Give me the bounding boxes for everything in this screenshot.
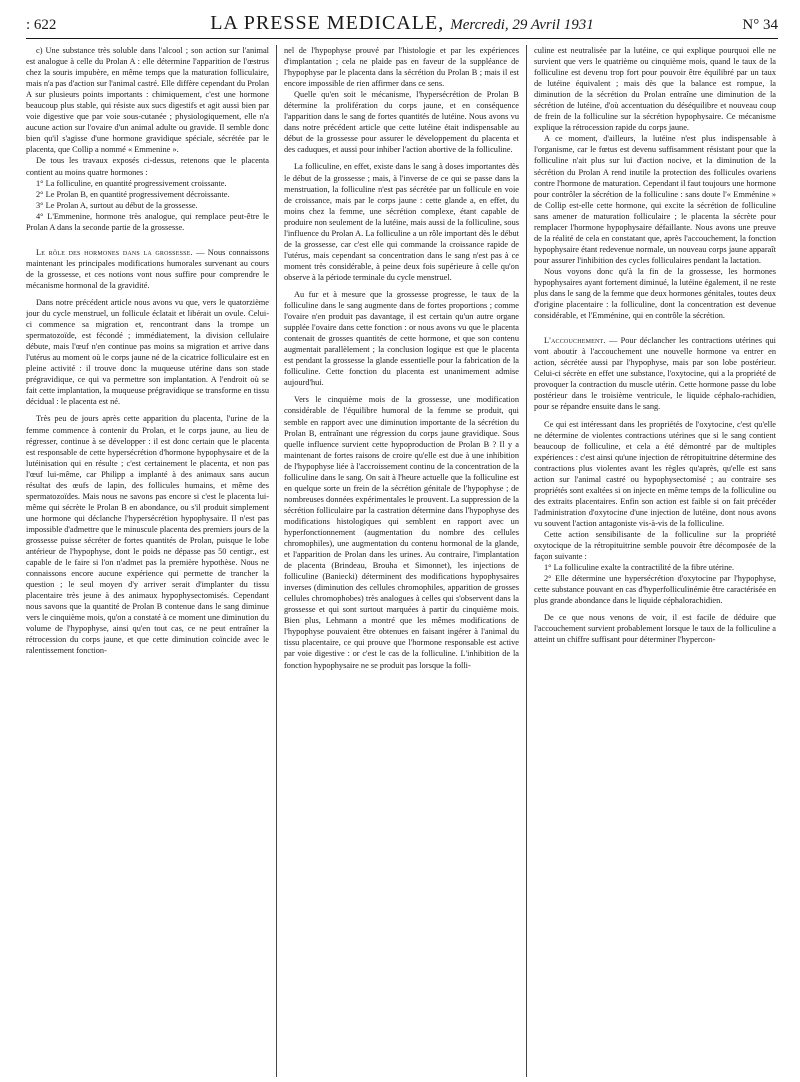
paragraph: La folliculine, en effet, existe dans le sang à doses importantes dès le début de la grossesse ; mais, à l'inverse de ce qui se passe dans la menstruation, la folliculine n'est pas sécrétée par un follicule en voie de croissance, mais par le corps jaune : cette glande a, en effet, du moins chez la femme, une sécrétion complexe, étant capable de produire non seulement de la lutéine, mais aussi de la folliculine, sous l'influence du Prolan A. La folliculine a un rôle important dès le début de la grossesse, car c'est elle qui commande la croissance rapide de l'utérus, mais cependant sa concentration dans le sang n'est pas à ce moment très considérable, à peine deux fois supérieure à celle qu'on observe à la période terminale du cycle menstruel.: [284, 162, 519, 282]
masthead: [96, 12, 708, 35]
paragraph: Très peu de jours après cette apparition du placenta, l'urine de la femme commence à contenir du Prolan, et le corps jaune, au lieu de régresser, continue à se développer : il est donc certain que le placenta est responsable de cette hypersécrétion d'hormone hypophysaire et de la lutéinisation qui en résulte ; c'est certainement le placenta, et non pas l'œuf lui-même, car Philipp a implanté à des animaux sans aucun résultat des œufs de lapin, des follicules humains, et même des spermatozoïdes. Mais nous ne savons pas encore si c'est le placenta lui-même qui sécrète le Prolan B en abondance, ou s'il produit simplement une hormone qui déclanche l'hypersécrétion hypophysaire. Il n'est pas impossible d'admettre que le minuscule placenta des premiers jours de la grossesse puisse sécréter de fortes quantités de Prolan, puisque le lobe antérieur de l'hypophyse, dont le poids ne dépasse pas 50 centigr., est capable de le faire si l'on n'admet pas la première hypothèse. Nous ne connaissons encore aucune expérience qui permette de trancher la question ; le seul moyen d'y arriver serait d'implanter du tissu placentaire très jeune à des animaux hypophysectomisés. Cependant nous savons que la quantité de Prolan B contenue dans le sang diminue vers le cinquième mois, qu'on a constaté à ce moment une diminution du volume de l'hypophyse, ainsi qu'en tout cas, ce ne peut entraîner la rétrocession du corps jaune, et que cette diminution coïncide avec le ralentissement fonction-: [26, 414, 269, 656]
journal-title: LA PRESSE MEDICALE,: [210, 12, 445, 34]
paragraph: Ce qui est intéressant dans les propriétés de l'oxytocine, c'est qu'elle ne détermine de violentes contractions utérines que si le sang contient beaucoup de folliculine, et cela a été démontré par de multiples expériences : c'est ainsi qu'une injection de rétropituitrine détermine des contractions plus violentes avant les règles qu'après, qu'elle est sans action sur l'animal castré ou hypophysectomisé ; au contraire ses propriétés sont exaltées si on injecte en même temps de la folliculine ou des extraits placentaires. Enfin son action est faible si on fait précéder l'administration d'oxytocine d'une injection de lutéine, dont nous avons vu souvent l'action antagoniste vis-à-vis de la folliculine.: [534, 419, 776, 528]
list-item: 2° Elle détermine une hypersécrétion d'oxytocine par l'hypophyse, cette substance pouvant en cas d'hyperfolliculinémie être caractérisée en plus grande abondance dans le liquide céphalorachidien.: [534, 574, 776, 606]
section-heading: Le rôle des hormones dans la grossesse.: [36, 247, 193, 257]
paragraph: Vers le cinquième mois de la grossesse, une modification considérable de l'équilibre humoral de la femme se produit, qui semble en rapport avec une diminution importante de la sécrétion du Prolan B, entraînant une régression du corps jaune gravidique. Sous quelle influence survient cette hypoproduction de Prolan B ? Il y a maintenant de fortes raisons de croire qu'elle est due à une inhibition de l'hypophyse liée à l'accroissement continu de la concentration de la folliculine dans le sang. On sait à l'heure actuelle que la folliculine est en quelque sorte un frein de la sécrétion génitale de l'hypophyse ; de nombreuses données expérimentales le prouvent. La suppression de la sécrétion folliculaire par la castration détermine dans l'hypophyse des modifications histologiques qui semblent en rapport avec un hyperfonctionnement (augmentation du nombre des cellules chromophiles), une augmentation du contenu hormonal de la glande, et l'apparition de Prolan dans les urines. Au contraire, l'implantation de placenta (Brindeau, Brouha et Simonnet), les injections de folliculine (Baniecki) déterminent des modifications hypophysaires inverses (diminution des cellules chromophiles, apparition de grosses cellules chromophobes) très analogues à celles qui s'observent dans la grossesse et qui sont surtout marquées à partir du cinquième mois. Bien plus, Lehmann a montré que les mêmes modifications de l'hypophyse pouvaient être obtenues en faisant ingérer à l'animal du tissu placentaire, ce qui prouve que l'hormone responsable est active par voie digestive : or c'est le cas de la folliculine. L'inhibition de la fonction hypophysaire ne se produit pas lorsque la folli-: [284, 395, 519, 670]
column-2: [276, 45, 526, 1077]
page-header: [26, 12, 778, 39]
page-number: : 622: [26, 17, 57, 33]
paragraph: Au fur et à mesure que la grossesse progresse, le taux de la folliculine dans le sang augmente dans de fortes proportions ; comme l'ovaire n'en produit pas davantage, il est certain qu'un autre organe supplée l'ovaire dans cette fonction : or nous avons vu que le placenta contenait de grosses quantités de cette hormone, et que son contenu augmentait parallèlement ; la conclusion logique est que le placenta est pendant la grossesse la glande essentielle pour la fabrication de la folliculine. Cette fonction du placenta est unanimement admise aujourd'hui.: [284, 289, 519, 388]
issue-date: Mercredi, 29 Avril 1931: [450, 17, 594, 33]
paragraph: De ce que nous venons de voir, il est facile de déduire que l'accouchement survient probablement lorsque le taux de la folliculine a atteint un chiffre suffisant pour déterminer l'hypercon-: [534, 613, 776, 645]
list-item: 4° L'Emmenine, hormone très analogue, qui remplace peut-être le Prolan A dans la seconde partie de la grossesse.: [26, 211, 269, 232]
column-1: [26, 45, 276, 1077]
list-item: 1° La folliculine, en quantité progressivement croissante.: [36, 178, 227, 188]
issue-number: N° 34: [742, 17, 778, 33]
paragraph: Quelle qu'en soit le mécanisme, l'hypersécrétion de Prolan B détermine la prolifération du corps jaune, et en conséquence l'apparition dans le sang de fortes quantités de lutéine. Nous avons vu dans notre précédent article que cette lutéine était indispensable au début de la grossesse pour assurer le développement du placenta et des caduques, et aussi pour inhiber l'action abortive de la folliculine.: [284, 90, 519, 155]
section-paragraph: Le rôle des hormones dans la grossesse. — Nous connaissons maintenant les principales modifications humorales survenant au cours de la grossesse, et ces notions vont nous suffire pour comprendre le mécanisme hormonal de la gravidité.: [26, 247, 270, 290]
list-item: 3° Le Prolan A, surtout au début de la grossesse.: [36, 200, 198, 210]
paragraph: c) Une substance très soluble dans l'alcool ; son action sur l'animal est analogue à celle du Prolan A : elle détermine l'apparition de l'œstrus chez la souris impubère, en même temps que la maturation folliculaire, mais n'a pas d'action sur l'animal castré. Elle diffère cependant du Prolan A sur plusieurs points importants : chimiquement, c'est une hormone beaucoup plus stable, qui résiste aux sucs digestifs et agit aussi bien par voie digestive que par voie sous-cutanée ; physiologiquement, elle n'a aucune action sur l'ovaire d'un animal adulte ou gravide. Il semble donc bien qu'il s'agisse d'une hormone gravidique spéciale, sécrétée par le placenta, que Collip a nommé « Emmenine ».: [26, 46, 269, 155]
column-3: [526, 45, 776, 1077]
paragraph: Nous voyons donc qu'à la fin de la grossesse, les hormones hypophysaires ayant fortement diminué, la lutéine également, il ne reste plus dans le sang de la femme que deux hormones génitales, toutes deux d'origine placentaire : la folliculine, dont la concentration est devenue considérable, et l'Emménine, qui en contrôle la sécrétion.: [534, 266, 776, 321]
paragraph: A ce moment, d'ailleurs, la lutéine n'est plus indispensable à l'organisme, car le fœtus est devenu suffisamment résistant pour que la folliculine n'ait plus sur lui d'action nocive, et la diminution de la sécrétion du Prolan A rend inutile la protection des follicules ovariens contre l'hormone de maturation. Cependant il faut toujours une hormone pour contrôler la sécrétion de la folliculine : sans doute l'« Emménine » de Collip est-elle cette hormone, qui excite la sécrétion de folliculine sans amener de maturation folliculaire ; le placenta la sécrète pour remplacer l'hormone hypophysaire défaillante. Nous avons une preuve de la réalité de cela en constatant que, après l'accouchement, la fonction hypophysaire étant redevenue normale, un nouveau corps jaune apparaît pour assurer l'inhibition des cycles folliculaires pendant la lactation.: [534, 134, 776, 265]
article-columns: [26, 45, 778, 1077]
list-item: 2° Le Prolan B, en quantité progressivement décroissante.: [36, 189, 230, 199]
section-paragraph: L'accouchement. — Pour déclancher les contractions utérines qui vont aboutir à l'accouchement une nouvelle hormone va entrer en action, sécrétée aussi par l'hypophyse, mais par son lobe postérieur. Celui-ci sécrète en effet une substance, l'oxytocine, qui a la propriété de provoquer la contraction du muscle utérin. Cette hormone passe du lobe postérieur dans le troisième ventricule, le liquide céphalo-rachidien, pour se répandre ensuite dans le sang.: [534, 336, 776, 412]
paragraph: Dans notre précédent article nous avons vu que, vers le quatorzième jour du cycle menstruel, un follicule éclatait et libérait un ovule. Celui-ci commence sa migration et, rencontrant dans la trompe un spermatozoïde, est fécondé ; immédiatement, la division cellulaire débute, mais l'œuf n'en continue pas moins sa migration et arrive dans l'utérus au moment où le corps jaune né de la cicatrice folliculaire est en pleine activité : il trouve donc la muqueuse utérine dans son stade prégravidique, ce qui va permettre son implantation. A l'endroit où se fait cette implantation, la muqueuse prégravidique se transforme en tissu décidual : le placenta est né.: [26, 297, 269, 407]
paragraph: De tous les travaux exposés ci-dessus, retenons que le placenta contient au moins quatre hormones :: [26, 156, 269, 177]
section-heading: L'accouchement.: [544, 336, 606, 346]
paragraph: nel de l'hypophyse prouvé par l'histologie et par les expériences d'implantation ; cela ne plaide pas en faveur de la suppléance de l'hypophyse par le placenta dans la sécrétion du Prolan B ; mais il est encore impossible de rien affirmer dans ce sens.: [284, 46, 519, 89]
paragraph: culine est neutralisée par la lutéine, ce qui explique pourquoi elle ne survient que vers le quatrième ou cinquième mois, quand le taux de la folliculine est devenu trop fort pour pouvoir être équilibré par un taux de lutéine équivalent ; mais dès que la balance est rompue, la diminution de la sécrétion du Prolan entraîne une diminution de la sécrétion de lutéine, d'où accentuation du déséquilibre et nouveau coup de frein de la folliculine sur la sécrétion hypophysaire. Ce mécanisme explique la rétrocession rapide du corps jaune.: [534, 46, 776, 133]
paragraph: Cette action sensibilisante de la folliculine sur la propriété oxytocique de la rétropituitrine semble pouvoir être décomposée de la façon suivante :: [534, 529, 776, 562]
list-item: 1° La folliculine exalte la contractilité de la fibre utérine.: [544, 563, 735, 573]
